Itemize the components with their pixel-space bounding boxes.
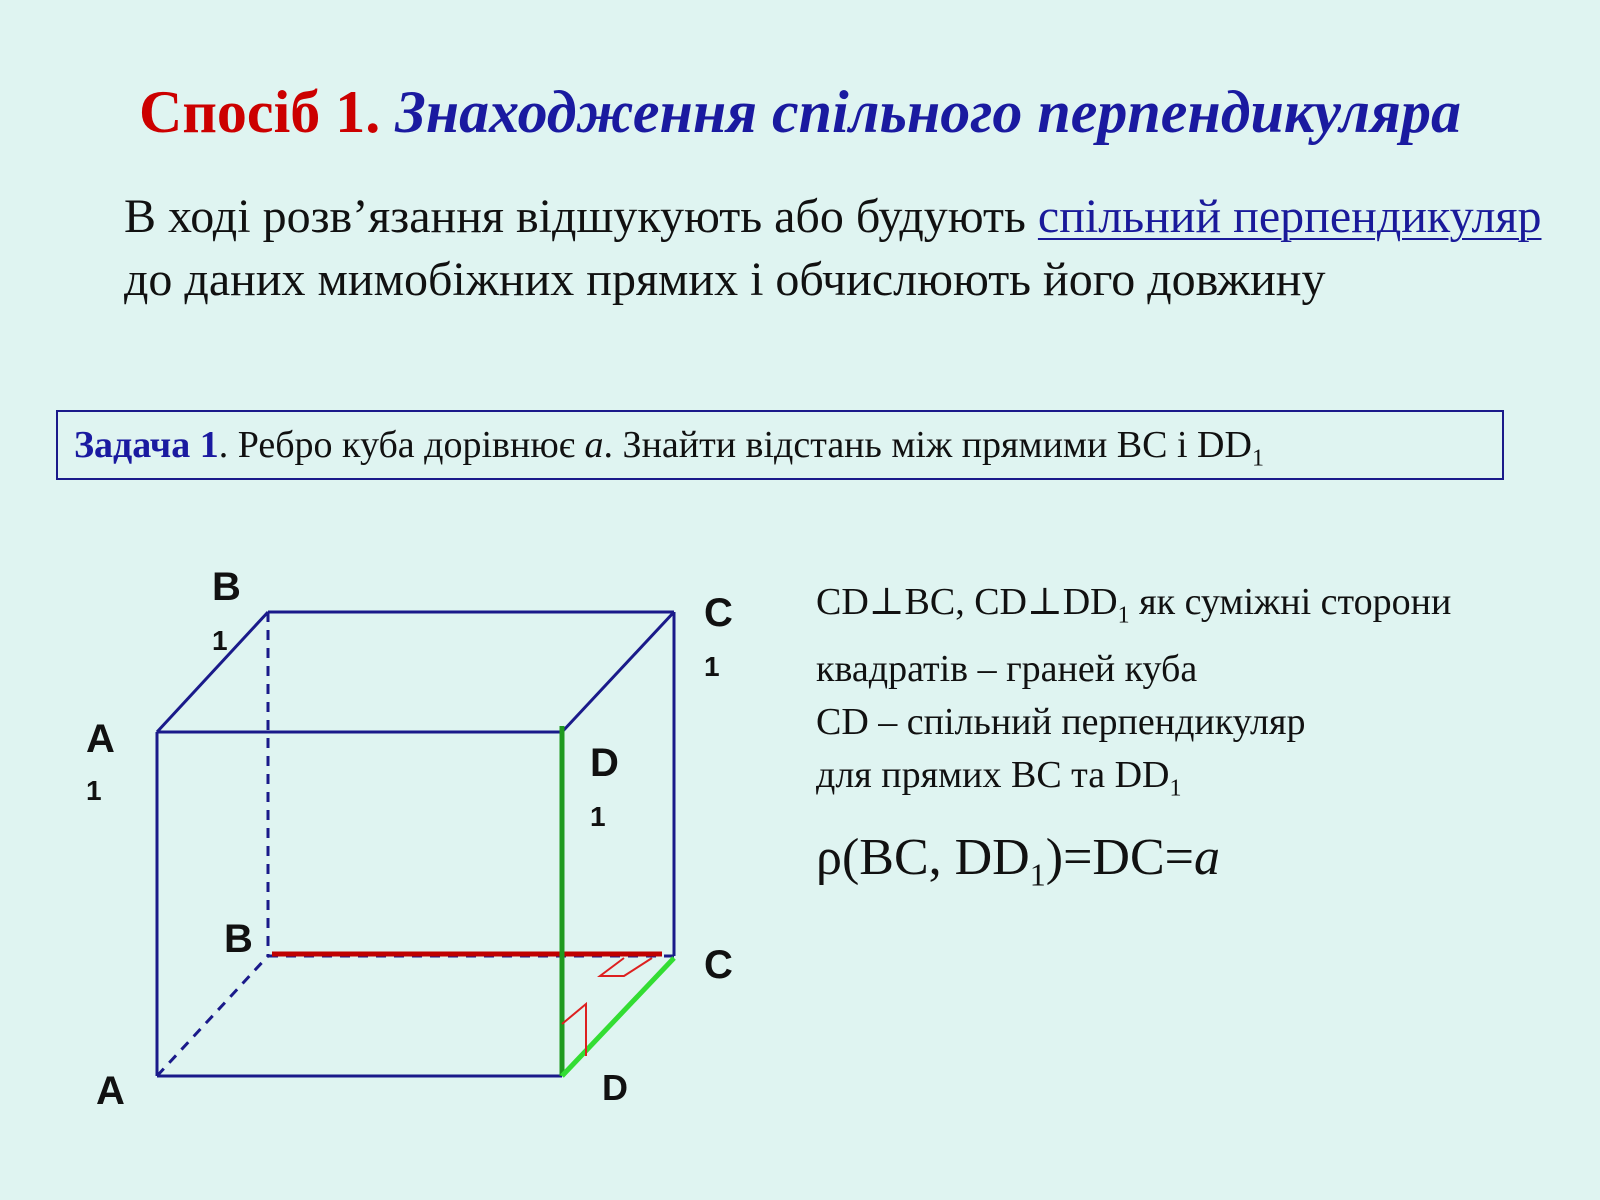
common-perpendicular-link[interactable]: спільний перпендикуляр [1037, 190, 1542, 243]
right-angle-mark-d [562, 1004, 586, 1056]
vertex-a1-label: A [86, 717, 115, 761]
task-text-a: . Ребро куба дорівнює [218, 424, 585, 466]
solution-line-1-sub: 1 [1117, 602, 1130, 629]
formula-part-a: ρ(BC, DD [816, 829, 1030, 886]
method-number: Спосіб 1. [139, 79, 381, 145]
method-name: Знаходження спільного перпендикуляра [395, 79, 1461, 145]
solution-line-2: квадратів – граней куба [816, 647, 1198, 690]
solution-line-1-b: як суміжні сторони [1129, 581, 1452, 623]
solution-text [816, 576, 1576, 815]
edge-d1-c1 [562, 612, 674, 732]
intro-paragraph [124, 185, 1544, 311]
vertex-c1-label: C [704, 591, 733, 635]
solution-line-3: CD – спільний перпендикуляр [816, 700, 1306, 743]
slide-title [0, 78, 1600, 147]
edge-a-b [157, 956, 268, 1076]
task-label: Задача 1 [74, 424, 219, 466]
vertex-d-label: D [602, 1067, 628, 1108]
solution-line-4-a: для прямих ВС та DD [816, 753, 1170, 796]
vertex-d1-index: 1 [590, 801, 606, 832]
vertex-a1-index: 1 [86, 775, 102, 806]
vertex-a-label: A [96, 1069, 125, 1113]
cube-edges [157, 612, 674, 1076]
solution-line-4 [816, 749, 1576, 816]
vertex-b-label: B [224, 917, 253, 961]
right-angle-mark-c [600, 958, 652, 976]
cube-diagram [0, 540, 780, 1120]
distance-formula [816, 828, 1220, 893]
solution-line-4-sub: 1 [1169, 775, 1182, 802]
solution-line-1 [816, 576, 1576, 643]
solution-line-1-a: CD⊥BC, CD⊥DD [816, 581, 1118, 623]
formula-subscript: 1 [1029, 856, 1046, 893]
task-text-b: . Знайти відстань між прямими ВС і DD [603, 424, 1252, 466]
task-box [56, 410, 1504, 480]
formula-part-b: )=DC= [1045, 829, 1194, 886]
hidden-edges [157, 612, 674, 1076]
vertex-c1-index: 1 [704, 651, 720, 682]
vertex-b1-label: B [212, 565, 241, 609]
intro-text-start: В ході розв’язання відшукують або будують [124, 190, 1038, 243]
task-edge-symbol: a [584, 424, 604, 466]
formula-edge-symbol: a [1193, 829, 1220, 886]
task-subscript: 1 [1251, 445, 1264, 472]
vertex-b1-index: 1 [212, 625, 228, 656]
vertex-c-label: C [704, 943, 733, 987]
intro-text-end: до даних мимобіжних прямих і обчислюють його довжину [124, 253, 1326, 306]
vertex-d1-label: D [590, 741, 619, 785]
